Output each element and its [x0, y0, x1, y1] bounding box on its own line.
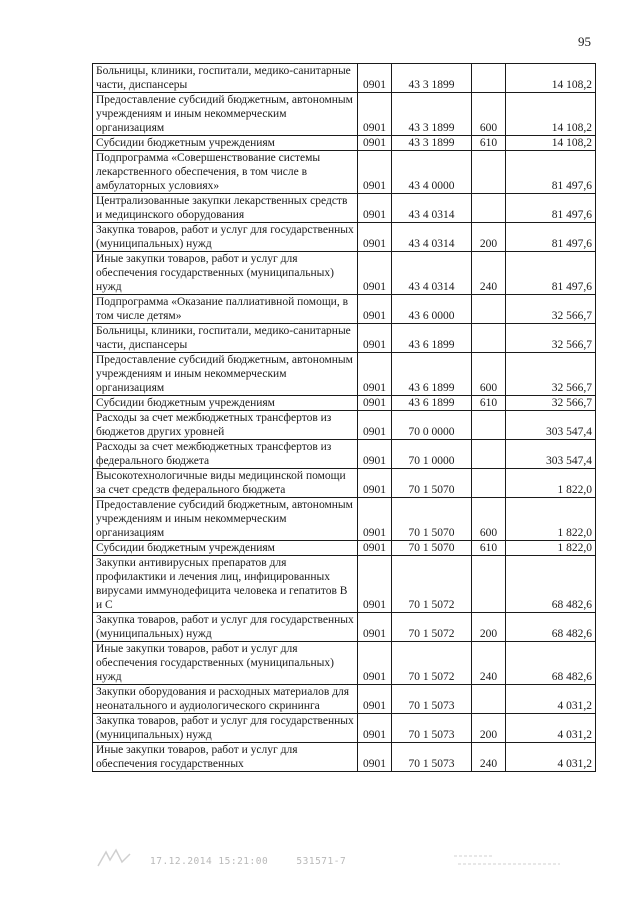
- cell-article: 43 6 1899: [392, 324, 472, 353]
- cell-amount: 14 108,2: [506, 64, 596, 93]
- cell-section: 0901: [358, 295, 392, 324]
- cell-vr: [472, 685, 506, 714]
- table-row: [93, 541, 596, 556]
- cell-name: Субсидии бюджетным учреждениям: [93, 396, 358, 411]
- cell-section: 0901: [358, 469, 392, 498]
- budget-table: [92, 63, 596, 772]
- cell-vr: 610: [472, 541, 506, 556]
- cell-amount: 4 031,2: [506, 743, 596, 772]
- cell-section: 0901: [358, 252, 392, 295]
- cell-section: 0901: [358, 136, 392, 151]
- cell-vr: 610: [472, 136, 506, 151]
- cell-amount: 68 482,6: [506, 556, 596, 613]
- cell-article: 43 4 0314: [392, 194, 472, 223]
- cell-article: 43 3 1899: [392, 93, 472, 136]
- cell-section: 0901: [358, 64, 392, 93]
- cell-vr: [472, 324, 506, 353]
- cell-section: 0901: [358, 541, 392, 556]
- cell-vr: [472, 151, 506, 194]
- table-row: [93, 411, 596, 440]
- cell-section: 0901: [358, 743, 392, 772]
- cell-vr: 600: [472, 353, 506, 396]
- footer-doc-code: 531571-7: [296, 856, 347, 867]
- table-row: [93, 440, 596, 469]
- signature-mark: [452, 848, 562, 870]
- cell-amount: 81 497,6: [506, 194, 596, 223]
- table-row: [93, 223, 596, 252]
- cell-section: 0901: [358, 194, 392, 223]
- cell-vr: 240: [472, 642, 506, 685]
- table-row: [93, 613, 596, 642]
- cell-name: Субсидии бюджетным учреждениям: [93, 541, 358, 556]
- table-row: [93, 93, 596, 136]
- cell-section: 0901: [358, 498, 392, 541]
- cell-vr: 200: [472, 223, 506, 252]
- cell-name: Закупки оборудования и расходных материалов для неонатального и аудиологического скрининга: [93, 685, 358, 714]
- cell-vr: 600: [472, 93, 506, 136]
- cell-name: Иные закупки товаров, работ и услуг для обеспечения государственных (муниципальных) нужд: [93, 252, 358, 295]
- table-row: [93, 498, 596, 541]
- cell-amount: 81 497,6: [506, 151, 596, 194]
- table-row: [93, 324, 596, 353]
- cell-amount: 32 566,7: [506, 353, 596, 396]
- cell-name: Подпрограмма «Оказание паллиативной помощи, в том числе детям»: [93, 295, 358, 324]
- cell-article: 43 4 0314: [392, 223, 472, 252]
- cell-amount: 32 566,7: [506, 324, 596, 353]
- table-row: [93, 642, 596, 685]
- cell-section: 0901: [358, 613, 392, 642]
- table-row: [93, 396, 596, 411]
- cell-name: Больницы, клиники, госпитали, медико-санитарные части, диспансеры: [93, 324, 358, 353]
- table-row: [93, 194, 596, 223]
- cell-article: 43 4 0000: [392, 151, 472, 194]
- cell-article: 70 1 5073: [392, 743, 472, 772]
- cell-section: 0901: [358, 556, 392, 613]
- cell-name: Централизованные закупки лекарственных средств и медицинского оборудования: [93, 194, 358, 223]
- cell-vr: [472, 469, 506, 498]
- cell-vr: [472, 64, 506, 93]
- cell-article: 70 1 5073: [392, 685, 472, 714]
- cell-amount: 303 547,4: [506, 411, 596, 440]
- cell-vr: 610: [472, 396, 506, 411]
- cell-amount: 1 822,0: [506, 541, 596, 556]
- cell-article: 70 1 5073: [392, 714, 472, 743]
- footer: [150, 856, 368, 867]
- table-row: [93, 151, 596, 194]
- cell-vr: [472, 295, 506, 324]
- table-row: [93, 252, 596, 295]
- cell-section: 0901: [358, 324, 392, 353]
- cell-vr: 200: [472, 714, 506, 743]
- cell-section: 0901: [358, 714, 392, 743]
- table-row: [93, 136, 596, 151]
- cell-name: Закупка товаров, работ и услуг для государственных (муниципальных) нужд: [93, 613, 358, 642]
- cell-article: 43 6 1899: [392, 353, 472, 396]
- cell-name: Закупки антивирусных препаратов для профилактики и лечения лиц, инфицированных вирусами иммунодефицита человека и гепатитов В и С: [93, 556, 358, 613]
- cell-vr: [472, 194, 506, 223]
- table-row: [93, 295, 596, 324]
- cell-article: 43 3 1899: [392, 136, 472, 151]
- cell-article: 70 1 5072: [392, 556, 472, 613]
- cell-amount: 32 566,7: [506, 396, 596, 411]
- cell-article: 70 1 0000: [392, 440, 472, 469]
- cell-article: 70 1 5072: [392, 642, 472, 685]
- cell-vr: 240: [472, 743, 506, 772]
- cell-article: 43 4 0314: [392, 252, 472, 295]
- cell-amount: 14 108,2: [506, 93, 596, 136]
- cell-section: 0901: [358, 642, 392, 685]
- cell-name: Субсидии бюджетным учреждениям: [93, 136, 358, 151]
- cell-name: Расходы за счет межбюджетных трансфертов из федерального бюджета: [93, 440, 358, 469]
- table-row: [93, 64, 596, 93]
- page-number: 95: [578, 34, 591, 49]
- cell-article: 43 3 1899: [392, 64, 472, 93]
- footer-timestamp: 17.12.2014 15:21:00: [150, 856, 269, 867]
- cell-name: Предоставление субсидий бюджетным, автономным учреждениям и иным некоммерческим организациям: [93, 93, 358, 136]
- cell-amount: 14 108,2: [506, 136, 596, 151]
- cell-amount: 4 031,2: [506, 685, 596, 714]
- cell-amount: 68 482,6: [506, 642, 596, 685]
- cell-amount: 303 547,4: [506, 440, 596, 469]
- cell-article: 43 6 0000: [392, 295, 472, 324]
- cell-vr: [472, 440, 506, 469]
- cell-vr: [472, 411, 506, 440]
- cell-amount: 32 566,7: [506, 295, 596, 324]
- cell-article: 70 1 5070: [392, 469, 472, 498]
- cell-name: Иные закупки товаров, работ и услуг для обеспечения государственных (муниципальных) нужд: [93, 642, 358, 685]
- cell-section: 0901: [358, 440, 392, 469]
- cell-name: Предоставление субсидий бюджетным, автономным учреждениям и иным некоммерческим организациям: [93, 498, 358, 541]
- cell-amount: 81 497,6: [506, 252, 596, 295]
- cell-name: Подпрограмма «Совершенствование системы лекарственного обеспечения, в том числе в амбулаторных условиях»: [93, 151, 358, 194]
- cell-article: 70 1 5070: [392, 498, 472, 541]
- cell-vr: [472, 556, 506, 613]
- cell-name: Расходы за счет межбюджетных трансфертов из бюджетов других уровней: [93, 411, 358, 440]
- table-row: [93, 469, 596, 498]
- cell-name: Предоставление субсидий бюджетным, автономным учреждениям и иным некоммерческим организациям: [93, 353, 358, 396]
- cell-vr: 240: [472, 252, 506, 295]
- cell-article: 70 1 5070: [392, 541, 472, 556]
- cell-section: 0901: [358, 685, 392, 714]
- cell-section: 0901: [358, 353, 392, 396]
- cell-article: 70 0 0000: [392, 411, 472, 440]
- cell-name: Иные закупки товаров, работ и услуг для обеспечения государственных: [93, 743, 358, 772]
- cell-amount: 1 822,0: [506, 498, 596, 541]
- cell-amount: 68 482,6: [506, 613, 596, 642]
- cell-name: Закупка товаров, работ и услуг для государственных (муниципальных) нужд: [93, 714, 358, 743]
- cell-article: 70 1 5072: [392, 613, 472, 642]
- cell-section: 0901: [358, 411, 392, 440]
- cell-vr: 200: [472, 613, 506, 642]
- cell-section: 0901: [358, 223, 392, 252]
- cell-amount: 4 031,2: [506, 714, 596, 743]
- cell-name: Высокотехнологичные виды медицинской помощи за счет средств федерального бюджета: [93, 469, 358, 498]
- table-body: [93, 64, 596, 772]
- cell-article: 43 6 1899: [392, 396, 472, 411]
- table-row: [93, 353, 596, 396]
- cell-name: Больницы, клиники, госпитали, медико-санитарные части, диспансеры: [93, 64, 358, 93]
- cell-amount: 1 822,0: [506, 469, 596, 498]
- table-row: [93, 714, 596, 743]
- cell-amount: 81 497,6: [506, 223, 596, 252]
- cell-name: Закупка товаров, работ и услуг для государственных (муниципальных) нужд: [93, 223, 358, 252]
- cell-section: 0901: [358, 93, 392, 136]
- table-row: [93, 685, 596, 714]
- table-row: [93, 556, 596, 613]
- cell-section: 0901: [358, 396, 392, 411]
- stamp-mark: [96, 848, 134, 870]
- cell-vr: 600: [472, 498, 506, 541]
- cell-section: 0901: [358, 151, 392, 194]
- table-row: [93, 743, 596, 772]
